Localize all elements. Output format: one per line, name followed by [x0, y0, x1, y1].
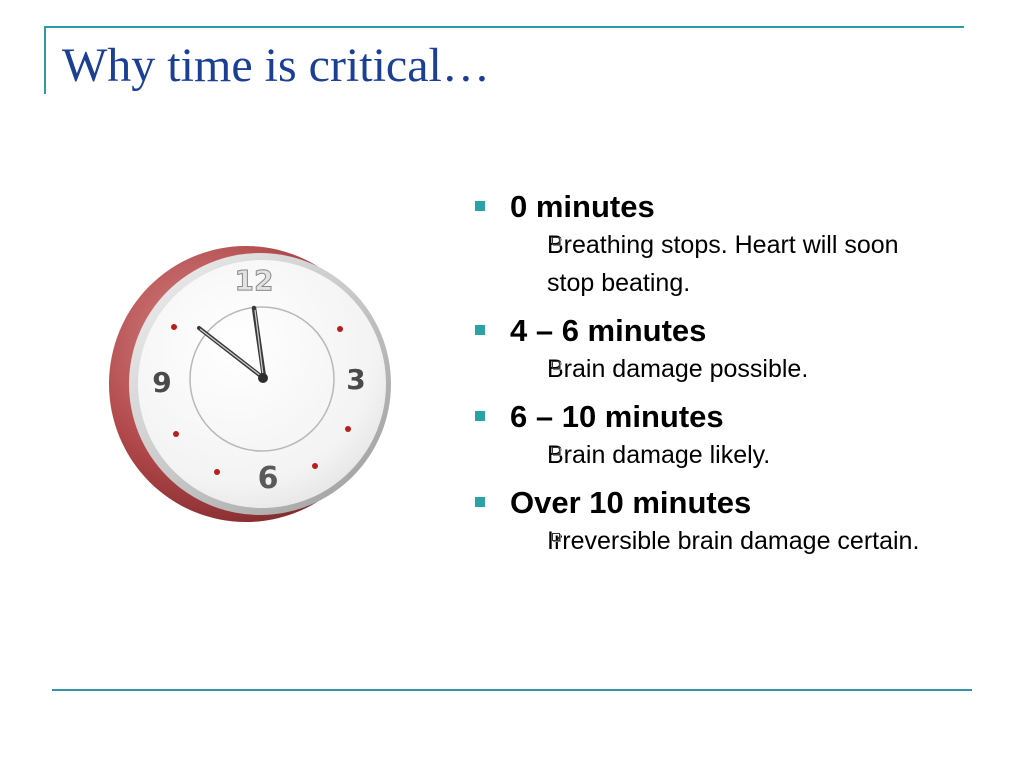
numeral-6: 6 — [257, 461, 279, 496]
hour-dot — [337, 326, 343, 332]
bullet-label: 4 – 6 minutes — [510, 313, 707, 348]
bullet-detail: Brain damage possible. — [547, 355, 809, 383]
list-item — [470, 312, 960, 388]
hour-dot — [173, 431, 179, 437]
sub-list-item — [547, 436, 960, 474]
hour-dot — [345, 426, 351, 432]
sub-list — [510, 522, 960, 560]
hour-dot — [312, 463, 318, 469]
hollow-square-bullet-icon — [552, 361, 560, 369]
clock-icon — [104, 244, 394, 534]
bullet-label: 6 – 10 minutes — [510, 399, 724, 434]
clock-center-pin — [258, 373, 268, 383]
hour-dot — [214, 469, 220, 475]
sub-list — [510, 350, 960, 388]
sub-list-item — [547, 350, 960, 388]
title-frame-top-rule — [44, 26, 964, 28]
sub-list — [510, 436, 960, 474]
square-bullet-icon — [475, 411, 485, 421]
numeral-12: 12 — [234, 264, 274, 297]
bullet-label: Over 10 minutes — [510, 485, 752, 520]
slide-title: Why time is critical… — [62, 39, 490, 92]
square-bullet-icon — [475, 201, 485, 211]
hollow-square-bullet-icon — [552, 447, 560, 455]
footer-rule — [52, 689, 972, 691]
bullet-label: 0 minutes — [510, 189, 655, 224]
sub-list — [510, 226, 960, 302]
bullet-detail: Brain damage likely. — [547, 441, 771, 469]
numeral-3: 3 — [346, 363, 366, 396]
bullet-detail: Irreversible brain damage certain. — [547, 527, 920, 555]
list-item — [470, 484, 960, 560]
square-bullet-icon — [475, 497, 485, 507]
square-bullet-icon — [475, 325, 485, 335]
timeline-list — [470, 188, 960, 570]
clock-illustration — [104, 244, 394, 534]
hollow-square-bullet-icon — [552, 237, 560, 245]
sub-list-item — [547, 226, 960, 302]
title-frame-left-rule — [44, 26, 46, 94]
hollow-square-bullet-icon — [552, 533, 560, 541]
hour-dot — [171, 324, 177, 330]
list-item — [470, 188, 960, 302]
list-item — [470, 398, 960, 474]
sub-list-item — [547, 522, 960, 560]
numeral-9: 9 — [152, 366, 172, 399]
bullet-detail: Breathing stops. Heart will soon stop beating. — [547, 231, 899, 297]
